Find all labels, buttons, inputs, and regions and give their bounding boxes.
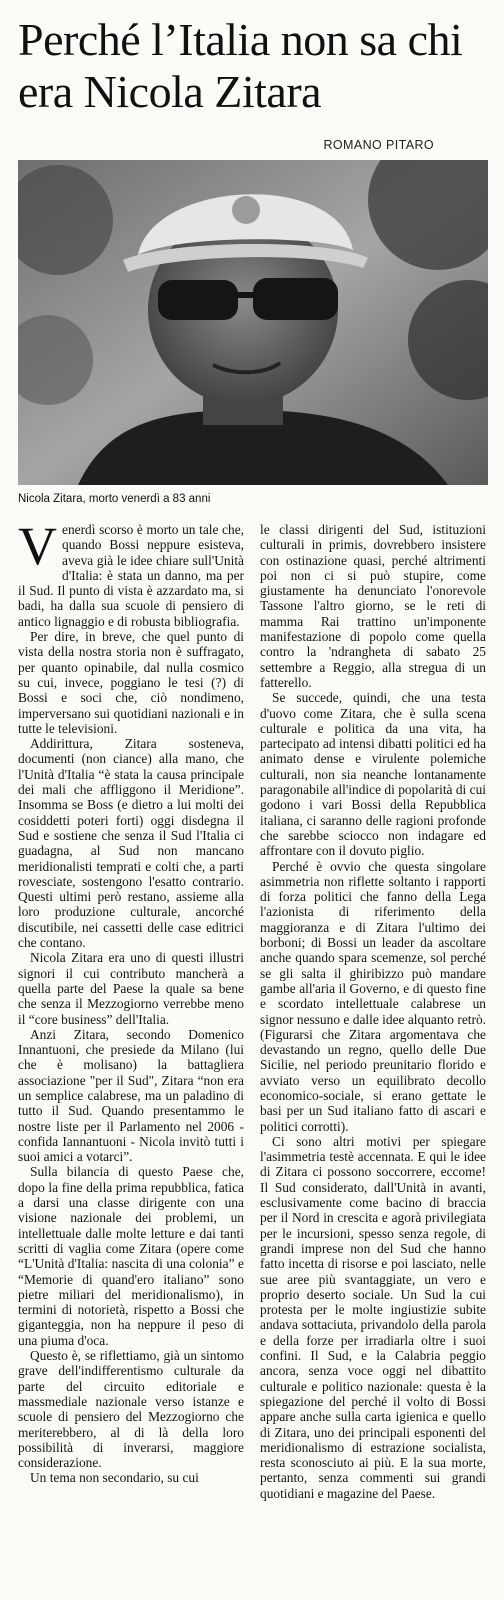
article-paragraph	[18, 522, 244, 629]
photo-caption: Nicola Zitara, morto venerdì a 83 anni	[18, 493, 211, 505]
drop-cap: V	[18, 522, 57, 576]
article-column-left	[18, 522, 244, 1600]
article-paragraph: Perché è ovvio che questa singolare asimmetria non riflette soltanto i rapporti di forza politici che fanno della Lega l'azionista di riferimento della maggioranza e di Zitara l'ultimo dei borboni; di Bossi un leader da ascoltare anche quando spara scemenze, sol perché se gli salta il ghiribizzo può mandare gambe all'aria il Governo, e di questo fine e scordato intellettuale calabrese un signor nessuno e dalle idee alquanto retrò. (Figurarsi che Zitara argomentava che devastando un regno, quello delle Due Sicilie, nel periodo preunitario florido e avviato verso un equilibrato decollo economico-sociale, si erano gettate le basi per un Sud italiano fatto di ascari e politici corrotti).	[260, 858, 486, 1134]
article-paragraph: Questo è, se riflettiamo, già un sintomo grave dell'indifferentismo culturale da parte del circuito editoriale e massmediale nazionale verso istanze e scuole di pensiero del Mezzogiorno che meriterebbero, al di là della loro possibilità di inverarsi, maggiore considerazione.	[18, 1348, 244, 1471]
article-paragraph: Addirittura, Zitara sosteneva, documenti (non ciance) alla mano, che l'Unità d'Italia “è stata la causa principale dei mali che affliggono il Meridione”. Insomma se Boss (e dietro a lui molti dei cosiddetti poteri forti) oggi disdegna il Sud e sostiene che senza il Sud l'Italia ci guadagna, al Sud non mancano meridionalisti temprati e colti che, a parti rovesciate, sostengono l'esatto contrario. Questi ultimi però restano, assieme alla loro produzione culturale, ancorché discutibile, nei cassetti delle case editrici che contano.	[18, 736, 244, 951]
article-paragraph: Per dire, in breve, che quel punto di vista della nostra storia non è suffragato, per quanto opinabile, dal nulla cosmico su cui, invece, poggiano le tesi (?) di Bossi e soci che, ciò nondimeno, imperversano sui quotidiani nazionali e in tutte le televisioni.	[18, 629, 244, 736]
article-title: Perché l’Italia non sa chi era Nicola Zitara	[18, 14, 463, 117]
article-column-right	[260, 522, 486, 1600]
article-paragraph: Anzi Zitara, secondo Domenico Innantuoni, che presiede da Milano (lui che è molisano) la battagliera associazione "per il Sud", Zitara “non era un semplice calabrese, ma un paladino di tutto il Sud. Quando presentammo le nostre liste per il Parlamento nel 2006 - confida Iannantuoni - Nicola invitò tutti i suoi amici a votarci”.	[18, 1026, 244, 1165]
portrait-photo	[18, 160, 488, 485]
article-paragraph: Sulla bilancia di questo Paese che, dopo la fine della prima repubblica, fatica a darsi una classe dirigente con una visione nazionale dei problemi, un intellettuale dalle molte letture e dai tanti scritti di vaglia come Zitara (opere come “L'Unità d'Italia: nascita di una colonia” e “Memorie di quand'ero italiano” sono pietre miliari del meridionalismo), in termini di notorietà, rispetto a Bossi che giganteggia, non ha neppure il peso di una piuma d'oca.	[18, 1164, 244, 1348]
article-paragraph: le classi dirigenti del Sud, istituzioni culturali in primis, dovrebbero insistere con ostinazione quasi, perché altrimenti poi non ci si può stupire, come giustamente ha denunciato l'onorevole Tassone l'altro giorno, se le reti di mamma Rai trattino un'imponente manifestazione di popolo come quella contro la 'ndrangheta di sabato 25 settembre a Reggio, alla stregua di un fatterello.	[260, 522, 486, 690]
article-paragraph: Un tema non secondario, su cui	[30, 1470, 199, 1486]
article-paragraph: Nicola Zitara era uno di questi illustri signori il cui contributo mancherà a quella parte del Paese la quale sa bene che senza il Mezzogiorno verrebbe meno il “core business” dell'Italia.	[18, 950, 244, 1027]
article-paragraph: Se succede, quindi, che una testa d'uovo come Zitara, che è sulla scena culturale e politica da una vita, ha partecipato ad intensi dibatti politici ed ha animato dense e virulente polemiche culturali, non sia neanche lontanamente paragonabile all'indice di popolarità di cui godono i vari Bossi della Repubblica italiana, ci saranno delle ragioni profonde che sarebbe sciocco non indagare ed affrontare con il dovuto piglio.	[260, 690, 486, 859]
author-byline: ROMANO PITARO	[323, 138, 434, 152]
article-paragraph: Ci sono altri motivi per spiegare l'asimmetria testè accennata. E qui le idee di Zitara ci possono soccorrere, eccome! Il Sud considerato, dall'Unità in avanti, esclusivamente come bacino di braccia per il Nord in crescita e agorà privilegiata per le incursioni, spesso senza regole, di grandi imprese non del Sud che hanno fatto incetta di risorse e poi lasciato, nelle sue aree più svantaggiate, un vero e proprio deserto sociale. Un Sud la cui protesta per le molte ingiustizie subite andava sottaciuta, privandolo della parola e della forze per irradiarla oltre i suoi confini. Il Sud, e la Calabria peggio ancora, senza voce oggi nel dibattito culturale e politico nazionale: questa è la spiegazione del perché il volto di Bossi appare anche sulla carta igienica e quello di Zitara, uno dei principali esponenti del meridionalismo di estrazione socialista, resta sconosciuto ai più. E la sua morte, pertanto, senza commenti sui grandi quotidiani e magazine del Paese.	[260, 1133, 486, 1501]
first-paragraph-text: enerdì scorso è morto un tale che, quando Bossi neppure esisteva, aveva già le idee chiare sull'Unità d'Italia: è stata un danno, ma per il Sud. Il punto di vista è azzardato ma, si badi, ha dalla sua scuole di pensiero di antico lignaggio e di robusta bibliografia.	[18, 522, 244, 629]
